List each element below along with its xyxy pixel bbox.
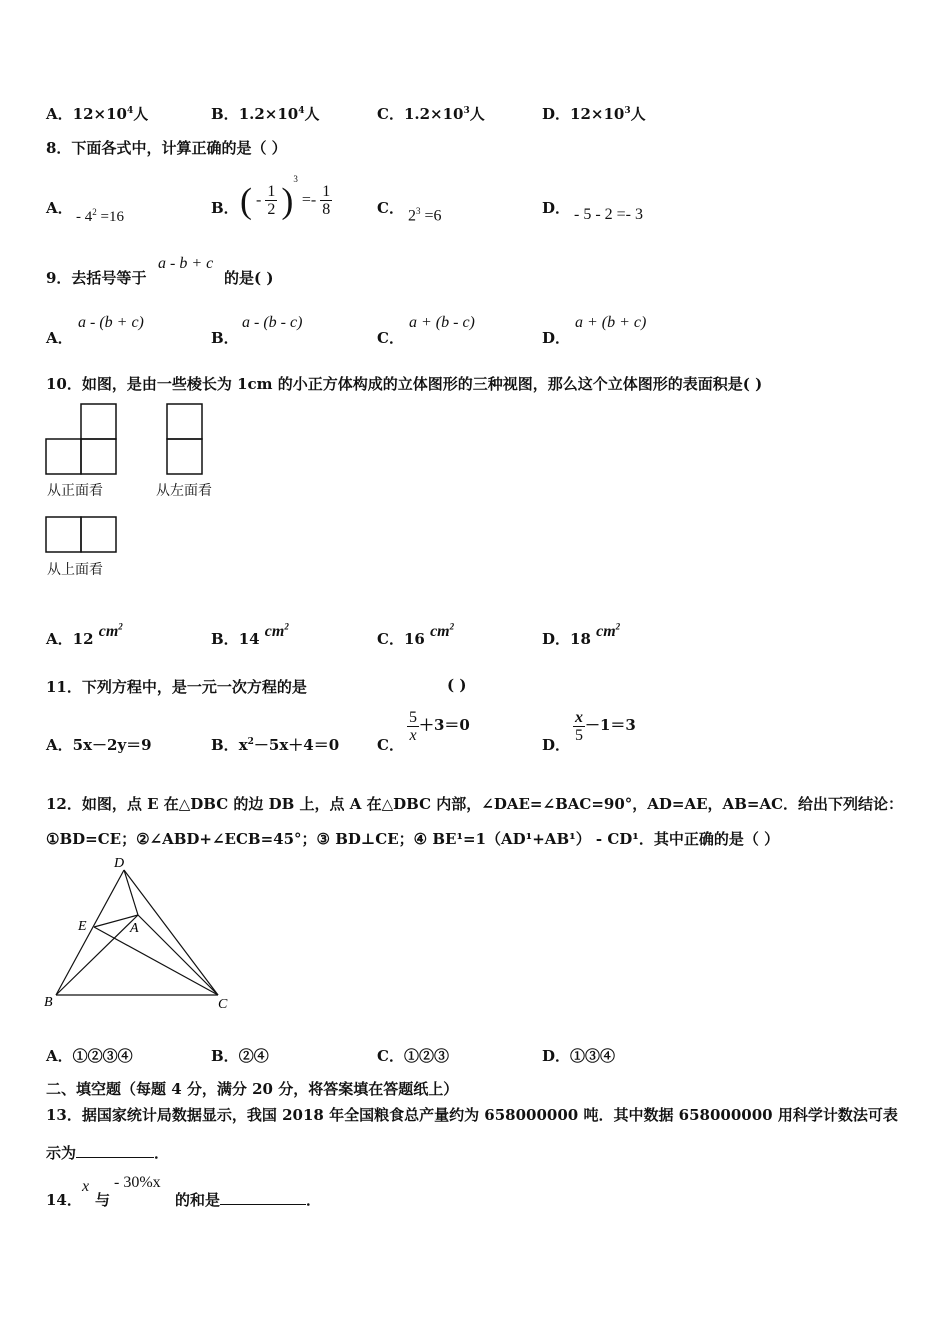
q14-expr: - 30%x: [114, 1174, 161, 1191]
q9-option-c-expr: a + (b - c): [409, 314, 475, 331]
q11-option-c-expr: $\frac{5}{x}$ ＋3＝0: [409, 709, 470, 744]
q11-stem: 11．下列方程中，是一元一次方程的是: [46, 678, 307, 696]
q7-option-d: D．$12\times 10^3$人: [542, 105, 646, 123]
q11-paren: ( ): [447, 676, 467, 694]
q13-line1: 13．据国家统计局数据显示，我国 2018 年全国粮食总产量约为 658000000 吨．其中数据 658000000 用科学计数法可表: [46, 1106, 898, 1124]
q10-option-a: A．12 $cm^2$: [46, 621, 123, 648]
top-view-figure: [44, 515, 120, 555]
q9-option-d-expr: a + (b + c): [575, 314, 647, 331]
q9-option-c-label: C．: [377, 329, 404, 347]
q9-stem-post: 的是( ): [224, 269, 274, 287]
q9-stem-expr: a - b + c: [158, 255, 214, 272]
q10-option-b: B．14 $cm^2$: [211, 621, 289, 648]
front-view-caption: 从正面看: [47, 483, 103, 499]
top-view-caption: 从上面看: [47, 562, 103, 578]
q12-line1: 12．如图，点 E 在△DBC 的边 DB 上，点 A 在△DBC 内部，∠DAE=∠BAC=90°，AD=AE，AB=AC．给出下列结论：: [46, 795, 904, 813]
q7-option-a: A．$12\times 10^4$人: [46, 105, 149, 123]
q10-option-c: C．16 $cm^2$: [377, 621, 455, 648]
q11-option-b: B．$x^2-5x+4=0$: [211, 736, 340, 754]
q11-option-d-expr: $\frac{x}{5}$ －1＝3: [575, 709, 636, 744]
q8-option-b-expr: ( - $\frac{1}{2}$ )$^3$ =- $\frac{1}{8}$: [240, 174, 331, 221]
q13-answer-blank[interactable]: [76, 1144, 154, 1158]
q14-and: 与: [95, 1191, 111, 1209]
q8-option-d-label: D．: [542, 199, 571, 217]
q10-option-d: D．18 $cm^2$: [542, 621, 621, 648]
left-view-caption: 从左面看: [156, 483, 212, 499]
front-view-figure: [44, 402, 124, 478]
q8-option-c-label: C．: [377, 199, 404, 217]
q7-option-c: C．$1.2\times 10^3$人: [377, 105, 485, 123]
q14-var-x: x: [82, 1178, 90, 1195]
triangle-figure: [40, 852, 240, 1017]
q11-option-d-label: D．: [542, 736, 571, 754]
q9-stem-pre: 9．去括号等于: [46, 269, 147, 287]
q8-option-a-expr: - $4^2 =16$: [76, 207, 124, 225]
q10-stem: 10．如图，是由一些棱长为 1cm 的小正方体构成的立体图形的三种视图，那么这个立体图形的表面积是( ): [46, 375, 763, 393]
q13-line2: 示为 ．: [46, 1144, 170, 1162]
q9-option-a-expr: a - (b + c): [78, 314, 144, 331]
left-view-figure: [165, 402, 207, 478]
point-label-d: D: [114, 856, 125, 871]
q11-option-c-label: C．: [377, 736, 404, 754]
point-label-b: B: [44, 995, 53, 1010]
point-label-c: C: [218, 997, 228, 1012]
q9-option-d-label: D．: [542, 329, 571, 347]
section-heading: 二、填空题（每题 4 分，满分 20 分，将答案填在答题纸上）: [46, 1080, 459, 1098]
q11-option-a: A．5x－2y＝9: [46, 736, 152, 754]
q7-option-b: B．$1.2\times 10^4$人: [211, 105, 320, 123]
q9-option-b-expr: a - (b - c): [242, 314, 303, 331]
q12-option-b: B．②④: [211, 1047, 269, 1065]
point-label-a: A: [130, 921, 139, 936]
q8-option-a-label: A．: [46, 199, 73, 217]
point-label-e: E: [78, 919, 87, 934]
q8-option-b-label: B．: [211, 199, 239, 217]
q14-answer-blank[interactable]: [220, 1191, 306, 1205]
q12-option-d: D．①③④: [542, 1047, 616, 1065]
q8-option-c-expr: $2^3 =6$: [408, 206, 442, 225]
q14-number: 14．: [46, 1191, 82, 1209]
q8-option-d-expr: - 5 - 2 =- 3: [574, 206, 644, 223]
q12-option-c: C．①②③: [377, 1047, 449, 1065]
q14-post: 的和是 ．: [175, 1191, 322, 1209]
q9-option-b-label: B．: [211, 329, 239, 347]
q12-option-a: A．①②③④: [46, 1047, 133, 1065]
q8-stem: 8．下面各式中，计算正确的是（ ）: [46, 139, 287, 157]
q12-line2: ①BD=CE；②∠ABD+∠ECB=45°；③ BD⊥CE；④ BE¹=1（AD¹+AB¹） - CD¹．其中正确的是（ ）: [46, 830, 780, 848]
q9-option-a-label: A．: [46, 329, 73, 347]
